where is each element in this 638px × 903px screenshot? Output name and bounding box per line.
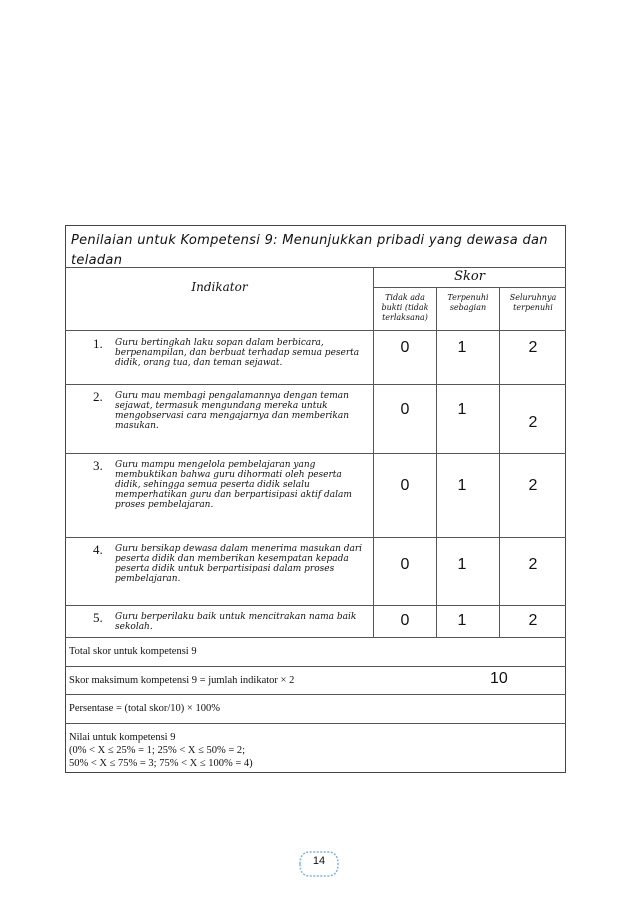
- table-title: Penilaian untuk Kompetensi 9: Menunjukkan pribadi yang dewasa dan teladan: [71, 233, 548, 268]
- divider: [65, 637, 566, 638]
- divider: [65, 605, 566, 606]
- item-text: Guru mampu mengelola pembelajaran yang membuktikan bahwa guru dihormati oleh peserta didik, sehingga semua peserta didik selalu memperhatikan guru dan berpartisipasi aktif dalam proses pembelajaran.: [115, 460, 352, 510]
- score-0: 0: [400, 339, 410, 356]
- score-1: 1: [457, 612, 467, 629]
- item-text: Guru bertingkah laku sopan dalam berbicara, berpenampilan, dan berbuat terhadap semua peserta didik, orang tua, dan teman sejawat.: [115, 338, 360, 368]
- divider: [373, 287, 566, 288]
- score-2: 2: [528, 477, 538, 494]
- divider: [65, 723, 566, 724]
- score-1: 1: [457, 339, 467, 356]
- divider: [65, 453, 566, 454]
- score-2: 2: [528, 612, 538, 629]
- divider: [65, 384, 566, 385]
- item-number: 2.: [93, 389, 103, 404]
- score-col-header-1: Terpenuhi sebagian: [447, 293, 489, 312]
- divider: [65, 666, 566, 667]
- item-text: Guru bersikap dewasa dalam menerima masukan dari peserta didik dan memberikan kesempatan kepada peserta didik untuk berpartisipasi dalam proses pembelajaran.: [115, 544, 363, 584]
- score-1: 1: [457, 477, 467, 494]
- nilai-line-3: 50% < X ≤ 75% = 3; 75% < X ≤ 100% = 4): [69, 758, 253, 769]
- page-number: 14: [312, 855, 326, 867]
- item-number: 1.: [93, 336, 103, 351]
- divider: [65, 537, 566, 538]
- item-number: 5.: [93, 610, 103, 625]
- item-text: Guru berperilaku baik untuk mencitrakan nama baik sekolah.: [115, 612, 357, 632]
- score-col-header-0: Tidak ada bukti (tidak terlaksana): [381, 293, 429, 322]
- divider: [499, 287, 500, 637]
- max-score-value: 10: [490, 670, 508, 687]
- divider: [65, 694, 566, 695]
- score-1: 1: [457, 401, 467, 418]
- nilai-line-1: Nilai untuk kompetensi 9: [69, 732, 176, 743]
- score-2: 2: [528, 339, 538, 356]
- score-col-header-2: Seluruhnya terpenuhi: [509, 293, 557, 312]
- item-number: 3.: [93, 458, 103, 473]
- item-text: Guru mau membagi pengalamannya dengan teman sejawat, termasuk mengundang mereka untuk mengobservasi cara mengajarnya dan memberikan masukan.: [115, 391, 349, 431]
- max-score-label: Skor maksimum kompetensi 9 = jumlah indikator × 2: [69, 675, 295, 686]
- divider: [65, 330, 566, 331]
- total-score-label: Total skor untuk kompetensi 9: [69, 646, 197, 657]
- indikator-header: Indikator: [191, 280, 248, 294]
- percentage-label: Persentase = (total skor/10) × 100%: [69, 703, 220, 714]
- nilai-line-2: (0% < X ≤ 25% = 1; 25% < X ≤ 50% = 2;: [69, 745, 246, 756]
- score-0: 0: [400, 401, 410, 418]
- score-2: 2: [528, 414, 538, 431]
- item-number: 4.: [93, 542, 103, 557]
- score-0: 0: [400, 477, 410, 494]
- divider: [373, 267, 374, 637]
- score-0: 0: [400, 556, 410, 573]
- score-1: 1: [457, 556, 467, 573]
- score-2: 2: [528, 556, 538, 573]
- skor-header: Skor: [454, 269, 485, 284]
- score-0: 0: [400, 612, 410, 629]
